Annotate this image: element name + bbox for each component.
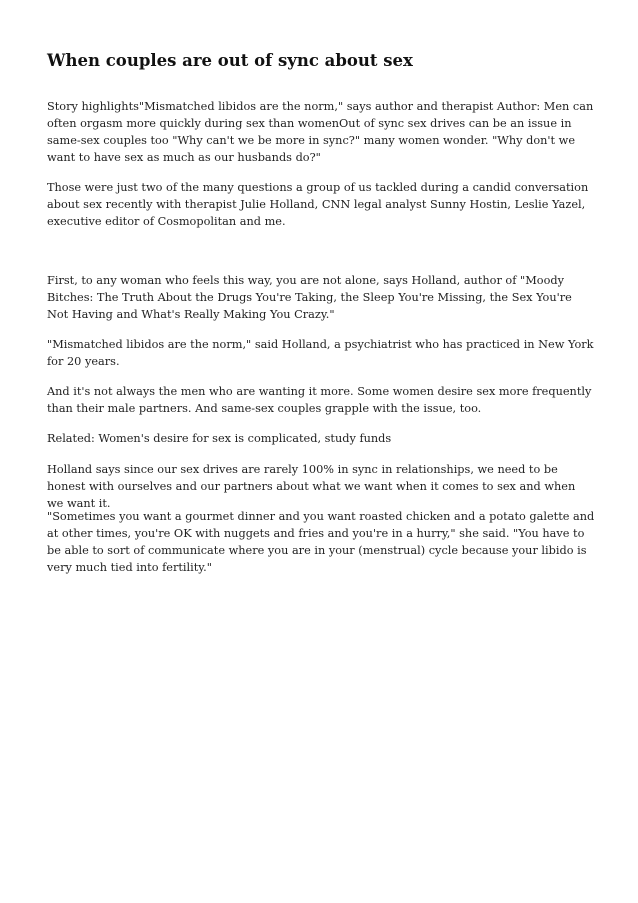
paragraph-story-highlights: Story highlights"Mismatched libidos are the norm," says author and therapist Author: Men can often orgasm more quickly during sex than womenOut of sync sex drives can be an issue in same-sex couples too "Why can't we be more in sync?" many women wonder. "Why don't we want to have sex as much as our husbands do?" <box>47 100 594 164</box>
article-title: When couples are out of sync about sex <box>47 51 413 70</box>
paragraph-honest: Holland says since our sex drives are rarely 100% in sync in relationships, we need to be honest with ourselves and our partners about what we want when it comes to sex and when we want it. <box>47 463 576 510</box>
paragraph-not-always-men: And it's not always the men who are wanting it more. Some women desire sex more frequently than their male partners. And same-sex couples grapple with the issue, too. <box>47 385 592 415</box>
paragraph-questions: Those were just two of the many questions a group of us tackled during a candid conversation about sex recently with therapist Julie Holland, CNN legal analyst Sunny Hostin, Leslie Yazel, executive editor of Cosmopolitan and me. <box>47 181 589 228</box>
paragraph-not-alone: First, to any woman who feels this way, you are not alone, says Holland, author of "Moody Bitches: The Truth About the Drugs You're Taking, the Sleep You're Missing, the Sex You're Not Having and What's Really Making You Crazy." <box>47 274 572 321</box>
paragraph-mismatched-libidos: "Mismatched libidos are the norm," said Holland, a psychiatrist who has practiced in New York for 20 years. <box>47 338 594 368</box>
paragraph-gourmet-dinner: "Sometimes you want a gourmet dinner and you want roasted chicken and a potato galette and at other times, you're OK with nuggets and fries and you're in a hurry," she said. "You have to be able to sort of communicate where you are in your (menstrual) cycle because your libido is very much tied into fertility." <box>47 510 595 574</box>
paragraph-related: Related: Women's desire for sex is complicated, study funds <box>47 432 392 445</box>
